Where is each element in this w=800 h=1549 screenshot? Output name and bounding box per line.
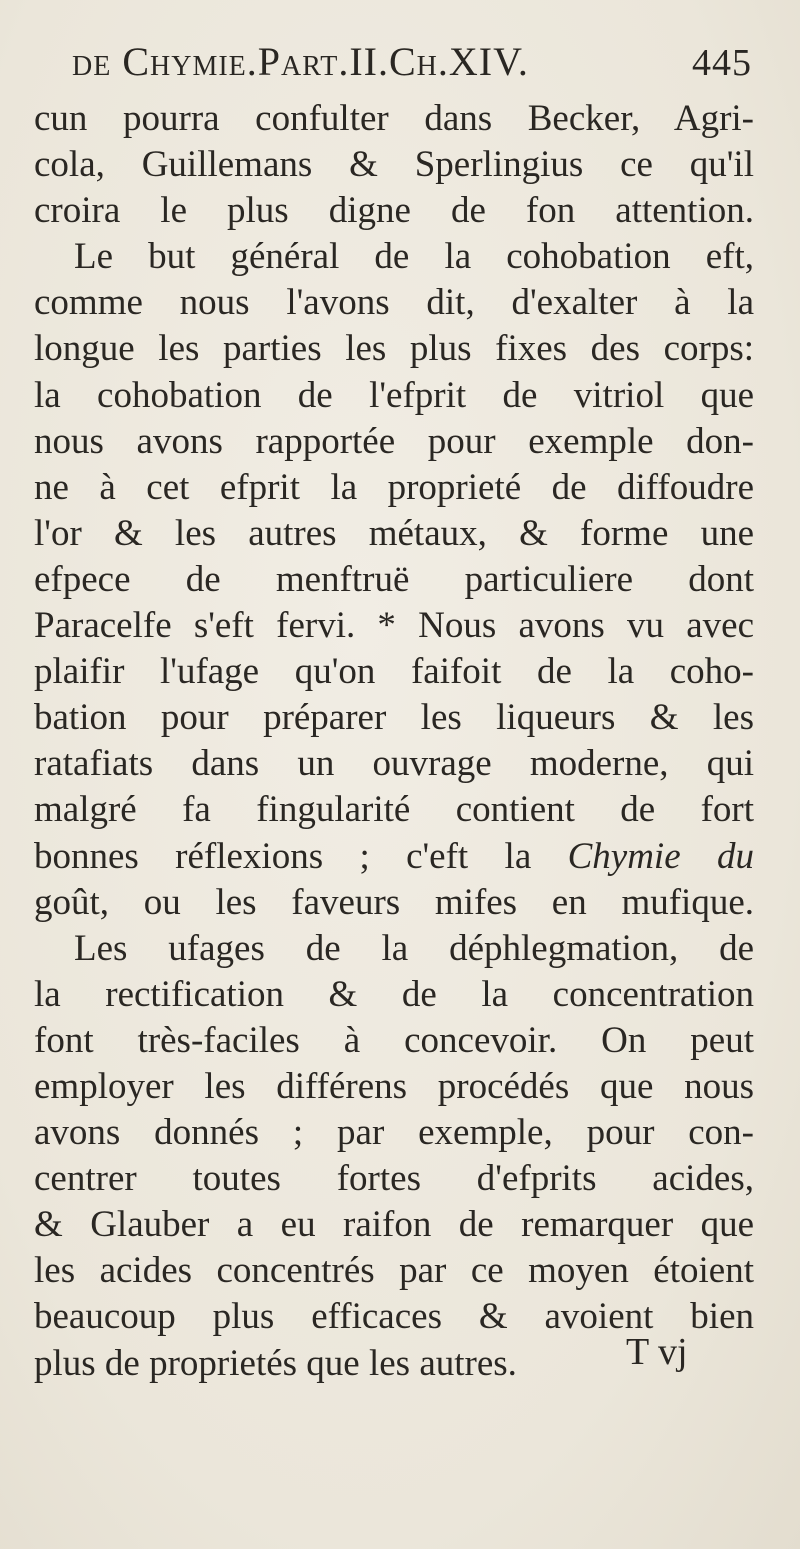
text-line: nous avons rapportée pour exemple don- <box>34 420 754 462</box>
body-text <box>34 96 754 1387</box>
text-line: plaifir l'ufage qu'on faifoit de la coho- <box>34 651 754 693</box>
text-line-italic: goût, ou les faveurs mifes en mufique. <box>34 881 754 923</box>
text-line: Les ufages de la déphlegmation, de <box>74 927 754 969</box>
text-line: la cohobation de l'efprit de vitriol que <box>34 374 754 416</box>
text-line: Paracelfe s'eft fervi. * Nous avons vu avec <box>34 605 754 647</box>
text-line-start: bonnes réflexions ; c'eft la <box>34 835 568 877</box>
text-line: bation pour préparer les liqueurs & les <box>34 697 754 739</box>
text-line: efpece de menftruë particuliere dont <box>34 558 754 600</box>
text-line-with-title <box>34 834 754 880</box>
text-line: longue les parties les plus fixes des corps: <box>34 328 754 370</box>
text-line: la rectification & de la concentration <box>34 973 754 1015</box>
text-line: les acides concentrés par ce moyen étoient <box>34 1250 754 1292</box>
text-line: ratafiats dans un ouvrage moderne, qui <box>34 743 754 785</box>
text-line: malgré fa fingularité contient de fort <box>34 789 754 831</box>
text-line: l'or & les autres métaux, & forme une <box>34 512 754 554</box>
text-line: croira le plus digne de fon attention. <box>34 190 754 232</box>
text-line: comme nous l'avons dit, d'exalter à la <box>34 282 754 324</box>
signature-mark: T vj <box>626 1331 688 1373</box>
text-line: employer les différens procédés que nous <box>34 1065 754 1107</box>
text-line: font très-faciles à concevoir. On peut <box>34 1019 754 1061</box>
text-line: beaucoup plus efficaces & avoient bien <box>34 1296 754 1338</box>
running-head-title: de Chymie.Part.II.Ch.XIV. <box>72 39 529 84</box>
text-line: cun pourra confulter dans Becker, Agri- <box>34 98 754 139</box>
text-line: plus de proprietés que les autres. <box>34 1342 517 1384</box>
text-line: centrer toutes fortes d'efprits acides, <box>34 1158 754 1200</box>
text-line: avons donnés ; par exemple, pour con- <box>34 1112 754 1154</box>
text-line: cola, Guillemans & Sperlingius ce qu'il <box>34 144 754 186</box>
text-line: ne à cet efprit la proprieté de diffoudre <box>34 466 754 508</box>
page-number: 445 <box>692 42 752 84</box>
running-head <box>72 38 752 94</box>
text-line: & Glauber a eu raifon de remarquer que <box>34 1204 754 1246</box>
book-title-italic: Chymie du <box>567 835 754 877</box>
text-line: Le but général de la cohobation eft, <box>74 236 754 278</box>
